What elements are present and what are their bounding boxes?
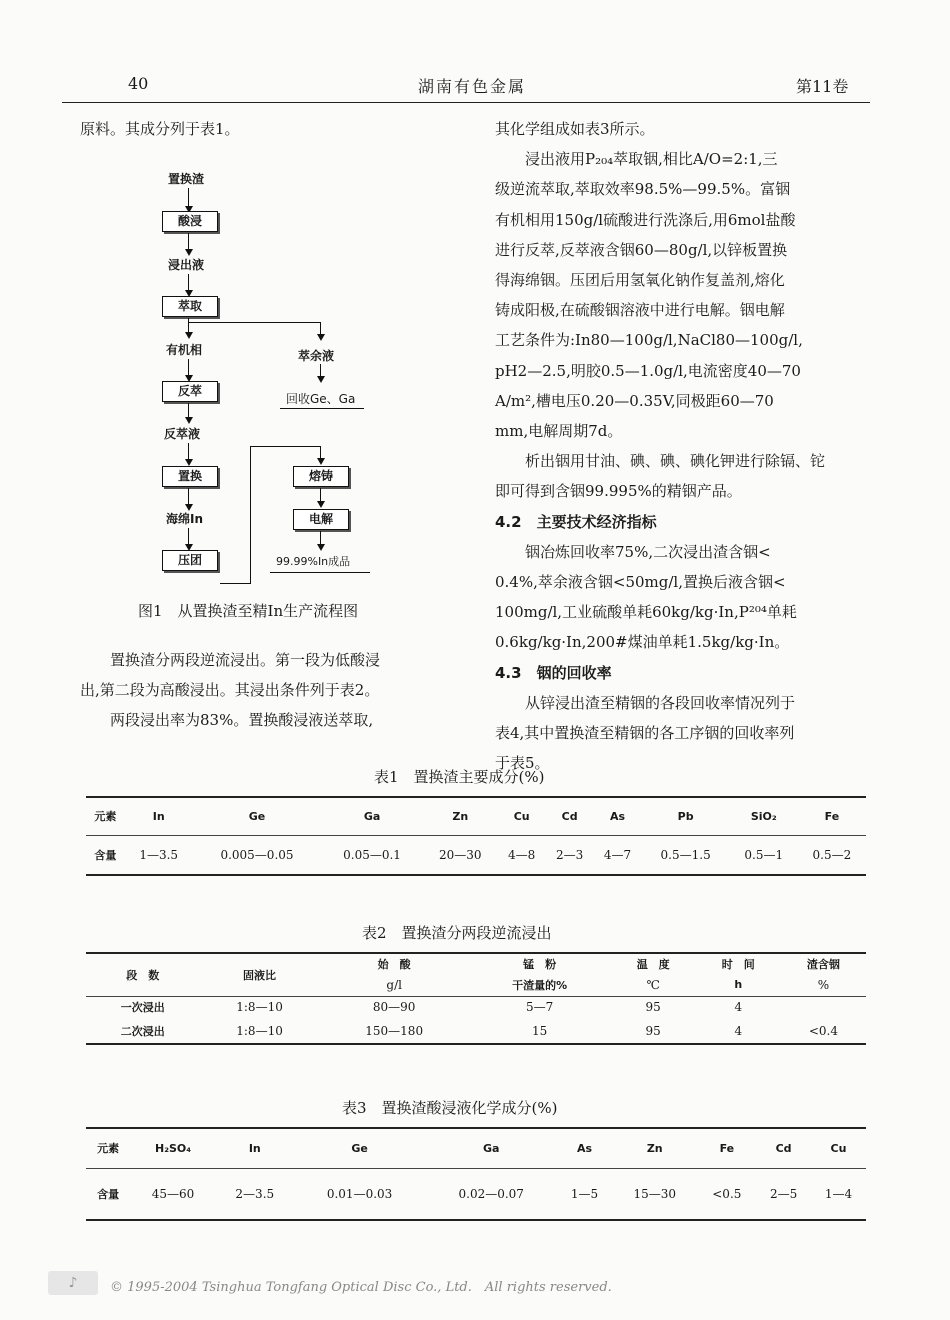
flow-node: 回收Ge、Ga: [286, 392, 356, 406]
flow-line: [320, 531, 321, 545]
flow-line: [188, 188, 189, 208]
flow-arrow: [317, 334, 325, 341]
flow-arrow: [185, 459, 193, 466]
left-paragraph: 置换渣分两段逆流浸出。第一段为低酸浸 出,第二段为高酸浸出。其浸出条件列于表2。 两段浸出率为83%。置换酸浸液送萃取,: [80, 651, 381, 730]
flow-line: [320, 488, 321, 502]
flow-node: 浸出液: [168, 258, 205, 272]
flow-line: [280, 408, 364, 409]
section-heading: 4.2 主要技术经济指标: [495, 512, 657, 531]
flow-line: [250, 446, 251, 584]
flow-arrow: [185, 249, 193, 256]
table3: 元素 H₂SO₄ In Ge Ga As Zn Fe Cd Cu 含量 45—60 2—3.5 0.01—0.03 0.02—0.07 1—5 15—30 <0.5 2—5 1—4: [86, 1127, 866, 1221]
flow-node: 海绵In: [166, 512, 204, 526]
header-rule: [62, 102, 870, 103]
flow-node: 压团: [162, 550, 218, 571]
figure-caption: 图1 从置换渣至精In生产流程图: [138, 602, 359, 620]
copyright-footer: © 1995-2004 Tsinghua Tongfang Optical Disc Co., Ltd. All rights reserved.: [110, 1280, 612, 1295]
right-paragraph: 其化学组成如表3所示。 浸出液用P₂₀₄萃取铟,相比A/O=2:1,三 级逆流萃取,萃取效率98.5%—99.5%。富铟 有机相用150g/l硫酸进行洗涤后,用6mol盐酸 进行反萃,反萃液含铟60—80g/l,以锌板置换 得海绵铟。压团后用氢氧化钠作复盖剂,熔化 铸成阳极,在硫酸铟溶液中进行电解。铟电解 工艺条件为:In80—100g/l,NaCl80—100g/l, pH2—2.5,明胶0.5—1.0g/l,电流密度40—70 A/m²,槽电压0.20—0.35V,同极距60—70 mm,电解周期7d。 析出铟用甘油、碘、碘、碘化钾进行除镉、铊 即可得到含铟99.995%的精铟产品。 4.2 主要技术经济指标 铟冶炼回收率75%,二次浸出渣含铟< 0.4%,萃余液含铟<50mg/l,置换后液含铟< 100mg/l,工业硫酸单耗60kg/kg·In,P²⁰⁴单耗 0.6kg/kg·In,200#煤油单耗1.5kg/kg·In。 4.3 铟的回收率 从锌浸出渣至精铟的各段回收率情况列于 表4,其中置换渣至精铟的各工序铟的回收率列 于表5。: [495, 120, 826, 773]
flow-node: 萃余液: [298, 349, 335, 363]
flow-arrow: [185, 332, 193, 339]
flow-line: [250, 446, 320, 447]
flow-node: 99.99%In成品: [276, 555, 351, 568]
flow-arrow: [317, 458, 325, 465]
flow-node: 反萃液: [164, 427, 201, 441]
table2: 段 数 固液比 始 酸 锰 粉 温 度 时 间 渣含铟 g/l 干渣量的% ℃ h % 一次浸出 1:8—10 80—90 5—7 95 4 二次浸出 1:8—10 150—180 15 95 4 <0.4: [86, 952, 866, 1045]
flow-node: 萃取: [162, 296, 218, 317]
publisher-logo-icon: ♪: [48, 1271, 98, 1295]
table3-caption: 表3 置换渣酸浸液化学成分(%): [342, 1099, 558, 1117]
flow-line: [220, 583, 251, 584]
flow-arrow: [185, 417, 193, 424]
flow-node: 熔铸: [293, 466, 349, 487]
flow-arrow: [317, 376, 325, 383]
section-heading: 4.3 铟的回收率: [495, 663, 612, 682]
flow-node: 有机相: [166, 343, 203, 357]
flow-line: [188, 322, 320, 323]
flow-node: 反萃: [162, 381, 218, 402]
flow-node: 酸浸: [162, 211, 218, 232]
flow-node: 电解: [293, 509, 349, 530]
page-number: 40: [128, 74, 149, 93]
left-intro-line: 原料。其成分列于表1。: [80, 120, 240, 138]
table1-caption: 表1 置换渣主要成分(%): [374, 768, 545, 786]
table2-caption: 表2 置换渣分两段逆流浸出: [362, 924, 552, 942]
table1: 元素 In Ge Ga Zn Cu Cd As Pb SiO₂ Fe 含量 1—3.5 0.005—0.05 0.05—0.1 20—30 4—8 2—3 4—7 0.5—1.5 0.5—1 0.5—2: [86, 796, 866, 876]
journal-title: 湖南有色金属: [418, 77, 527, 96]
flow-arrow: [317, 544, 325, 551]
flow-line: [270, 572, 370, 573]
flow-arrow: [317, 501, 325, 508]
volume-label: 第11卷: [796, 77, 849, 96]
flow-node: 置换: [162, 466, 218, 487]
flow-node: 置换渣: [168, 172, 205, 186]
